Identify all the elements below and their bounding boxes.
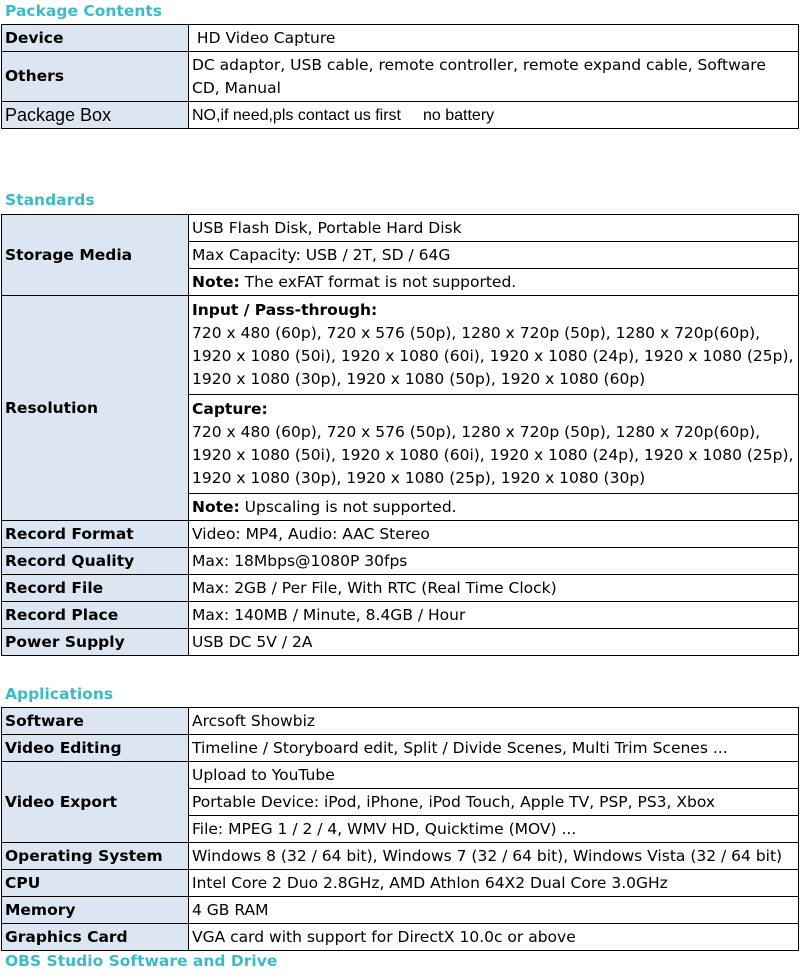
resolution-note-label: Note: — [192, 497, 240, 516]
power-supply-value: USB DC 5V / 2A — [189, 629, 799, 656]
software-label: Software — [2, 708, 189, 735]
video-export-label: Video Export — [2, 762, 189, 843]
memory-label: Memory — [2, 897, 189, 924]
capture-resolutions: 720 x 480 (60p), 720 x 576 (50p), 1280 x 720p (50p), 1280 x 720p(60p), 1920 x 1080 (50i), 1920 x 1080 (60i), 1920 x 1080 (24p), 1920 x 1080 (25p), 1920 x 1080 (30p), 1920 x 1080 (25p), 1920 x 1080 (30p) — [192, 423, 794, 487]
storage-media-value-2: Max Capacity: USB / 2T, SD / 64G — [189, 242, 799, 269]
graphics-card-label: Graphics Card — [2, 924, 189, 951]
record-place-value: Max: 140MB / Minute, 8.4GB / Hour — [189, 602, 799, 629]
storage-note-label: Note: — [192, 272, 240, 291]
applications-table — [1, 707, 799, 951]
video-editing-value: Timeline / Storyboard edit, Split / Divide Scenes, Multi Trim Scenes ... — [189, 735, 799, 762]
video-editing-label: Video Editing — [2, 735, 189, 762]
video-export-value-1: Upload to YouTube — [189, 762, 799, 789]
device-label: Device — [2, 25, 189, 52]
others-label: Others — [2, 52, 189, 102]
cpu-value: Intel Core 2 Duo 2.8GHz, AMD Athlon 64X2 Dual Core 3.0GHz — [189, 870, 799, 897]
input-resolutions: 720 x 480 (60p), 720 x 576 (50p), 1280 x 720p (50p), 1280 x 720p(60p), 1920 x 1080 (50i), 1920 x 1080 (60i), 1920 x 1080 (24p), 1920 x 1080 (25p), 1920 x 1080 (30p), 1920 x 1080 (50p), 1920 x 1080 (60p) — [192, 324, 794, 388]
package-box-value — [189, 102, 799, 129]
software-value: Arcsoft Showbiz — [189, 708, 799, 735]
package-contents-table — [1, 24, 799, 129]
record-quality-value: Max: 18Mbps@1080P 30fps — [189, 548, 799, 575]
record-format-label: Record Format — [2, 521, 189, 548]
record-quality-label: Record Quality — [2, 548, 189, 575]
resolution-note-text: Upscaling is not supported. — [239, 497, 457, 516]
storage-note — [189, 269, 799, 296]
power-supply-label: Power Supply — [2, 629, 189, 656]
storage-media-label: Storage Media — [2, 215, 189, 296]
input-resolution-cell — [189, 296, 799, 395]
resolution-label: Resolution — [2, 296, 189, 521]
graphics-card-value: VGA card with support for DirectX 10.0c or above — [189, 924, 799, 951]
operating-system-label: Operating System — [2, 843, 189, 870]
capture-heading: Capture: — [192, 400, 268, 418]
record-format-value: Video: MP4, Audio: AAC Stereo — [189, 521, 799, 548]
operating-system-value: Windows 8 (32 / 64 bit), Windows 7 (32 / 64 bit), Windows Vista (32 / 64 bit) — [189, 843, 799, 870]
standards-title: Standards — [5, 191, 95, 209]
package-contents-title: Package Contents — [5, 2, 163, 20]
record-file-value: Max: 2GB / Per File, With RTC (Real Time Clock) — [189, 575, 799, 602]
resolution-note — [189, 494, 799, 521]
capture-resolution-cell — [189, 395, 799, 494]
no-battery-note: no battery — [422, 106, 495, 124]
obs-studio-title: OBS Studio Software and Drive — [5, 952, 278, 970]
others-value: DC adaptor, USB cable, remote controller, remote expand cable, Software CD, Manual — [189, 52, 799, 102]
record-place-label: Record Place — [2, 602, 189, 629]
package-box-label: Package Box — [2, 102, 189, 129]
storage-media-value-1: USB Flash Disk, Portable Hard Disk — [189, 215, 799, 242]
video-export-value-2: Portable Device: iPod, iPhone, iPod Touch, Apple TV, PSP, PS3, Xbox — [189, 789, 799, 816]
standards-table — [1, 214, 799, 656]
input-heading: Input / Pass-through: — [192, 301, 378, 319]
storage-note-text: The exFAT format is not supported. — [239, 272, 517, 291]
record-file-label: Record File — [2, 575, 189, 602]
applications-title: Applications — [5, 685, 114, 703]
device-value: HD Video Capture — [189, 25, 799, 52]
video-export-value-3: File: MPEG 1 / 2 / 4, WMV HD, Quicktime (MOV) ... — [189, 816, 799, 843]
cpu-label: CPU — [2, 870, 189, 897]
memory-value: 4 GB RAM — [189, 897, 799, 924]
package-box-text: NO,if need,pls contact us first — [192, 106, 401, 124]
